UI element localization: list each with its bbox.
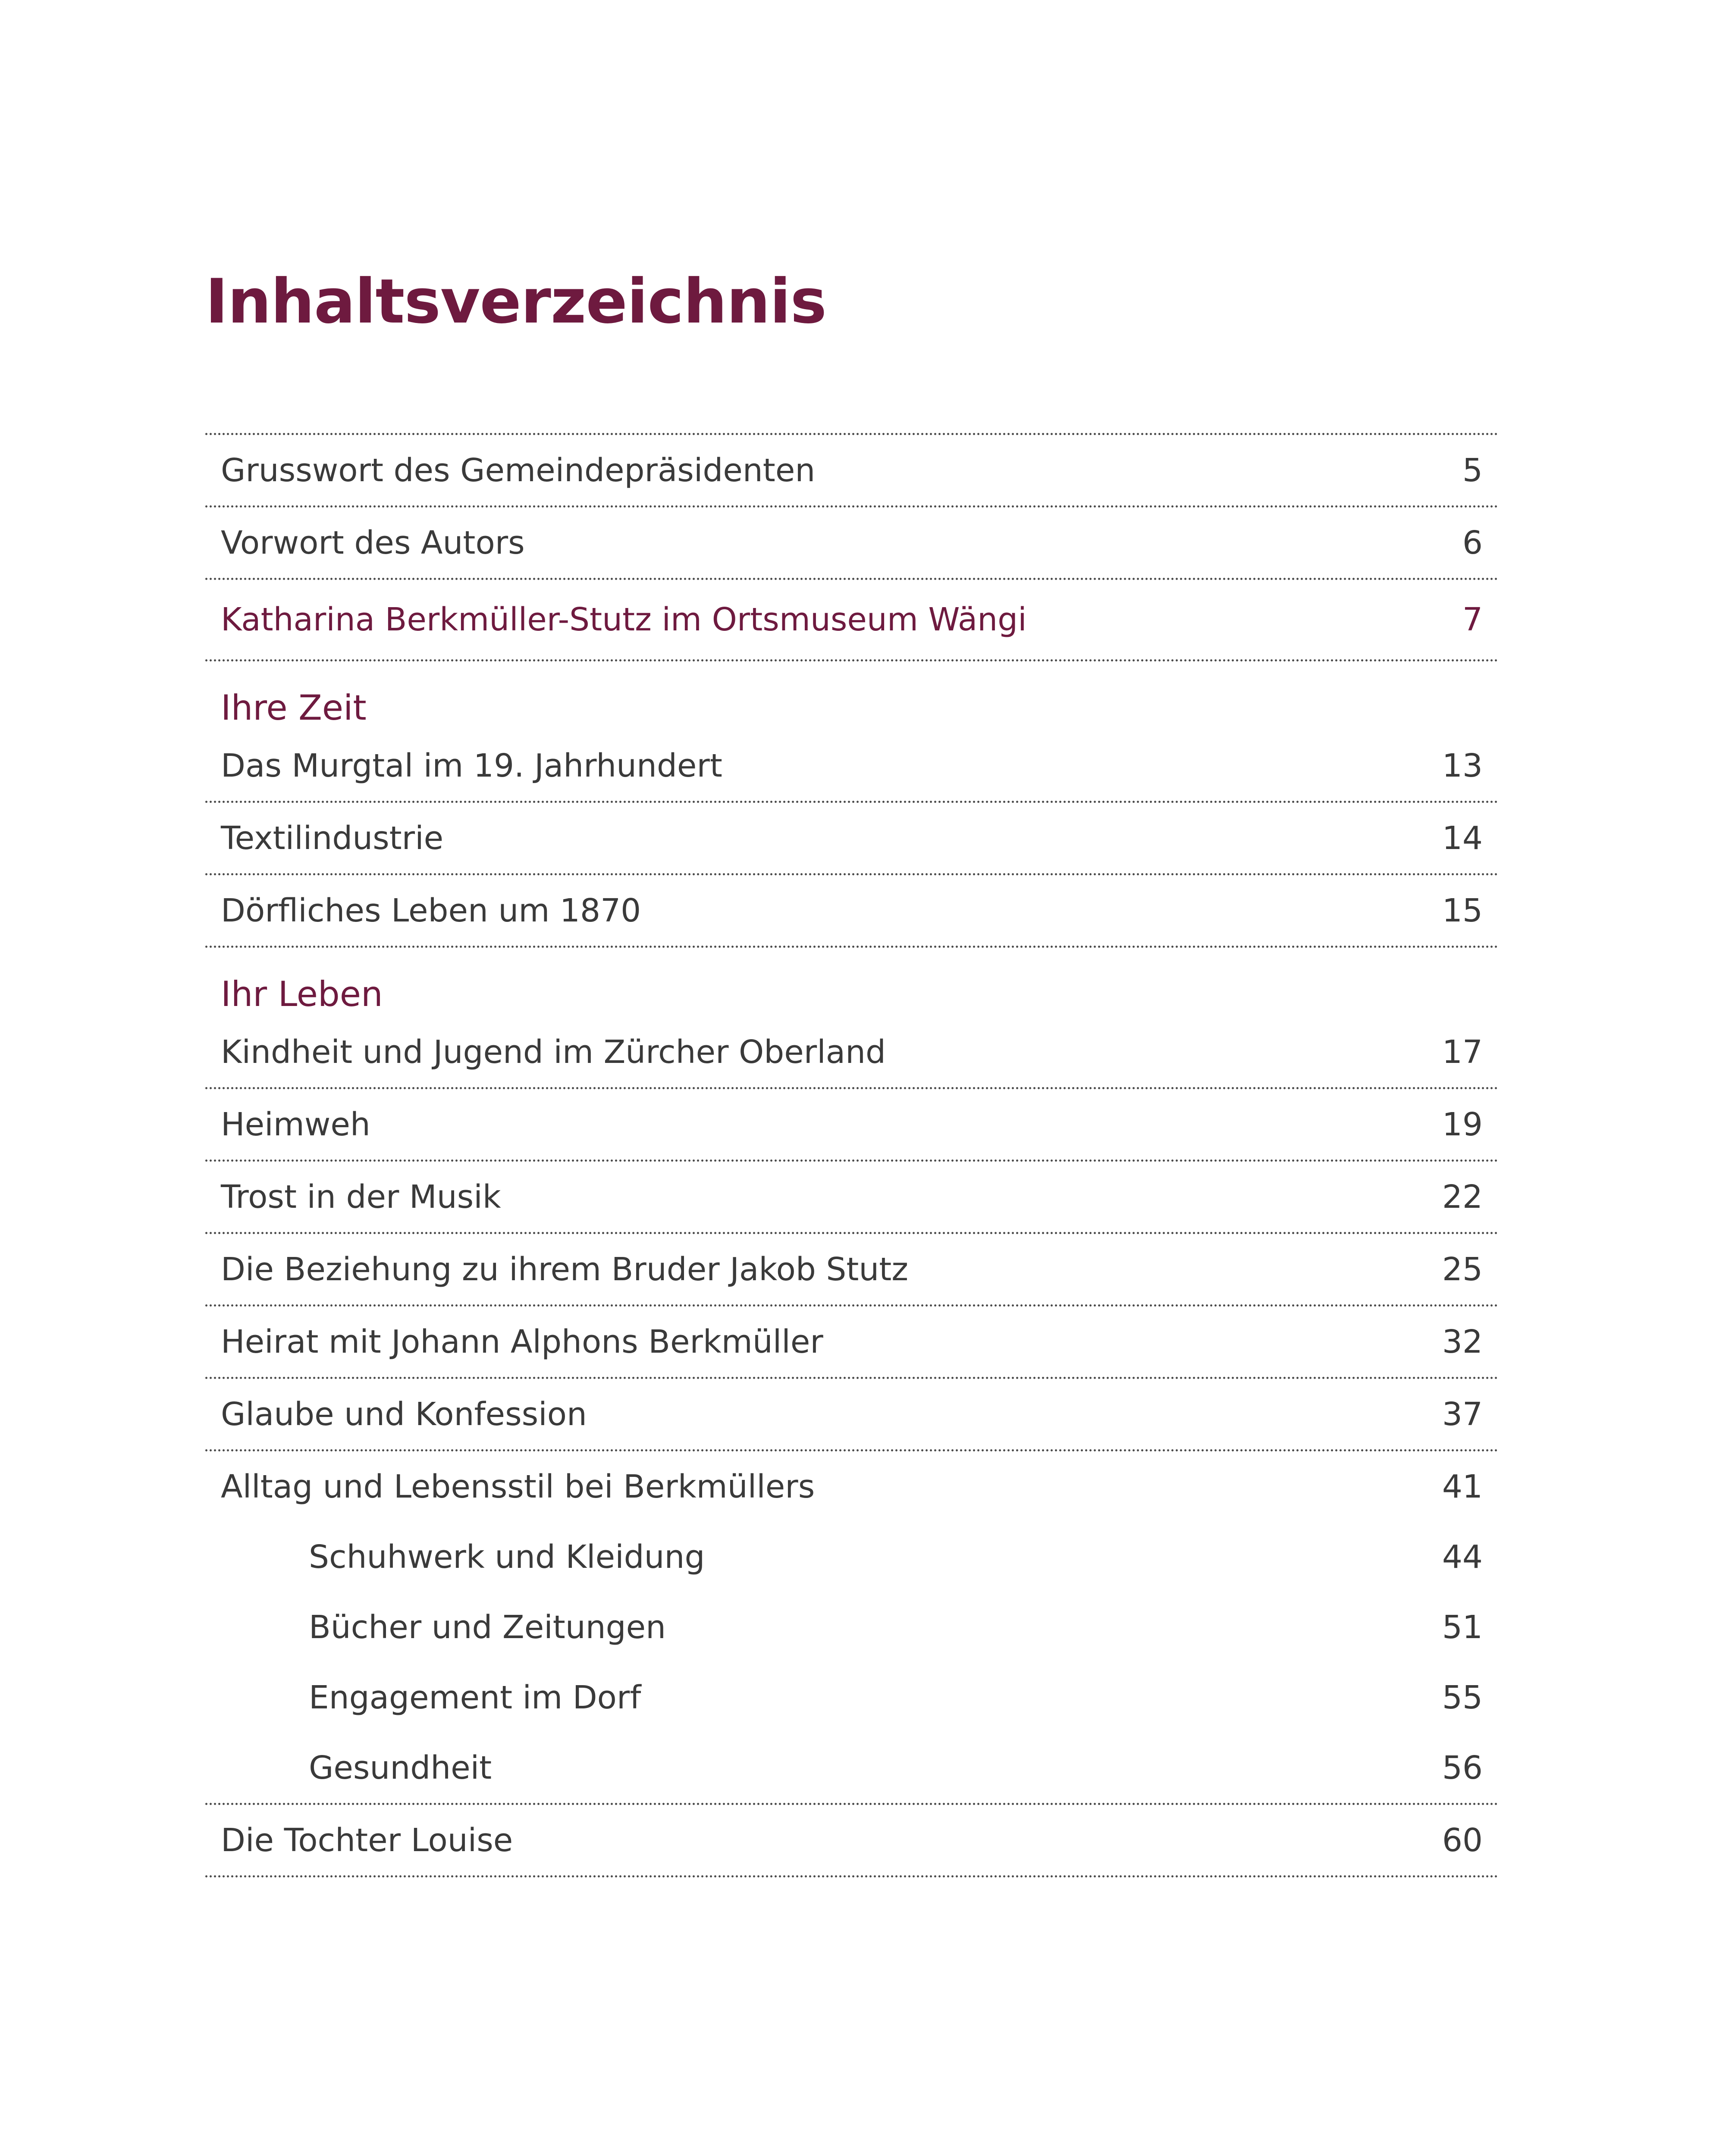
toc-entry-page-number: 19 (1442, 1106, 1483, 1143)
toc-entry-doerfliches-leben[interactable] (205, 875, 1498, 946)
toc-entry-label: Bücher und Zeitungen (309, 1608, 666, 1646)
toc-entry-page-number: 15 (1442, 892, 1483, 929)
section-heading-ihr-leben (205, 948, 1498, 1017)
toc-entry-label: Die Tochter Louise (221, 1821, 513, 1859)
toc-entry-page-number: 6 (1462, 524, 1483, 561)
toc-entry-page-number: 5 (1462, 451, 1483, 489)
toc-entry-label: Katharina Berkmüller-Stutz im Ortsmuseum Wängi (221, 601, 1027, 638)
toc-entry-label: Dörfliches Leben um 1870 (221, 892, 641, 929)
table-of-contents (205, 433, 1498, 1877)
toc-subentry-buecher[interactable] (205, 1592, 1498, 1662)
toc-entry-page-number: 17 (1442, 1033, 1483, 1071)
toc-entry-textilindustrie[interactable] (205, 803, 1498, 873)
section-heading-ihre-zeit (205, 661, 1498, 730)
toc-entry-label: Vorwort des Autors (221, 524, 525, 561)
toc-subentry-engagement[interactable] (205, 1662, 1498, 1733)
toc-entry-page-number: 60 (1442, 1821, 1483, 1859)
toc-entry-label: Heirat mit Johann Alphons Berkmüller (221, 1323, 823, 1360)
toc-entry-trost-musik[interactable] (205, 1162, 1498, 1232)
section-heading-label: Ihre Zeit (221, 688, 367, 728)
toc-entry-grusswort[interactable] (205, 435, 1498, 505)
toc-entry-page-number: 56 (1442, 1749, 1483, 1786)
toc-entry-heirat[interactable] (205, 1307, 1498, 1377)
toc-entry-label: Trost in der Musik (221, 1178, 501, 1216)
toc-entry-label: Engagement im Dorf (309, 1679, 641, 1716)
toc-entry-kindheit[interactable] (205, 1017, 1498, 1087)
toc-entry-page-number: 7 (1462, 601, 1483, 638)
toc-entry-label: Textilindustrie (221, 819, 444, 857)
toc-entry-page-number: 32 (1442, 1323, 1483, 1360)
toc-entry-vorwort[interactable] (205, 508, 1498, 578)
dotted-divider (205, 1875, 1498, 1877)
toc-subentry-gesundheit[interactable] (205, 1733, 1498, 1803)
toc-entry-page-number: 41 (1442, 1468, 1483, 1505)
toc-entry-label: Grusswort des Gemeindepräsidenten (221, 451, 816, 489)
toc-entry-tochter-louise[interactable] (205, 1805, 1498, 1875)
toc-entry-murgtal[interactable] (205, 730, 1498, 801)
toc-entry-label: Glaube und Konfession (221, 1395, 587, 1433)
toc-entry-alltag[interactable] (205, 1451, 1498, 1522)
toc-entry-label: Heimweh (221, 1106, 370, 1143)
toc-entry-page-number: 37 (1442, 1395, 1483, 1433)
toc-entry-beziehung-bruder[interactable] (205, 1234, 1498, 1304)
section-heading-label: Ihr Leben (221, 974, 383, 1014)
toc-entry-page-number: 14 (1442, 819, 1483, 857)
toc-entry-label: Die Beziehung zu ihrem Bruder Jakob Stutz (221, 1250, 909, 1288)
toc-entry-ortsmuseum[interactable] (205, 580, 1498, 659)
toc-entry-label: Kindheit und Jugend im Zürcher Oberland (221, 1033, 886, 1071)
toc-entry-page-number: 44 (1442, 1538, 1483, 1576)
toc-entry-label: Das Murgtal im 19. Jahrhundert (221, 747, 722, 784)
toc-entry-page-number: 25 (1442, 1250, 1483, 1288)
toc-entry-page-number: 13 (1442, 747, 1483, 784)
toc-entry-label: Alltag und Lebensstil bei Berkmüllers (221, 1468, 815, 1505)
toc-entry-label: Gesundheit (309, 1749, 492, 1786)
toc-entry-page-number: 51 (1442, 1608, 1483, 1646)
toc-entry-page-number: 22 (1442, 1178, 1483, 1216)
page-title: Inhaltsverzeichnis (205, 266, 826, 337)
toc-entry-glaube[interactable] (205, 1379, 1498, 1449)
toc-subentry-schuhwerk[interactable] (205, 1522, 1498, 1592)
toc-entry-page-number: 55 (1442, 1679, 1483, 1716)
toc-entry-heimweh[interactable] (205, 1089, 1498, 1159)
toc-entry-label: Schuhwerk und Kleidung (309, 1538, 705, 1576)
